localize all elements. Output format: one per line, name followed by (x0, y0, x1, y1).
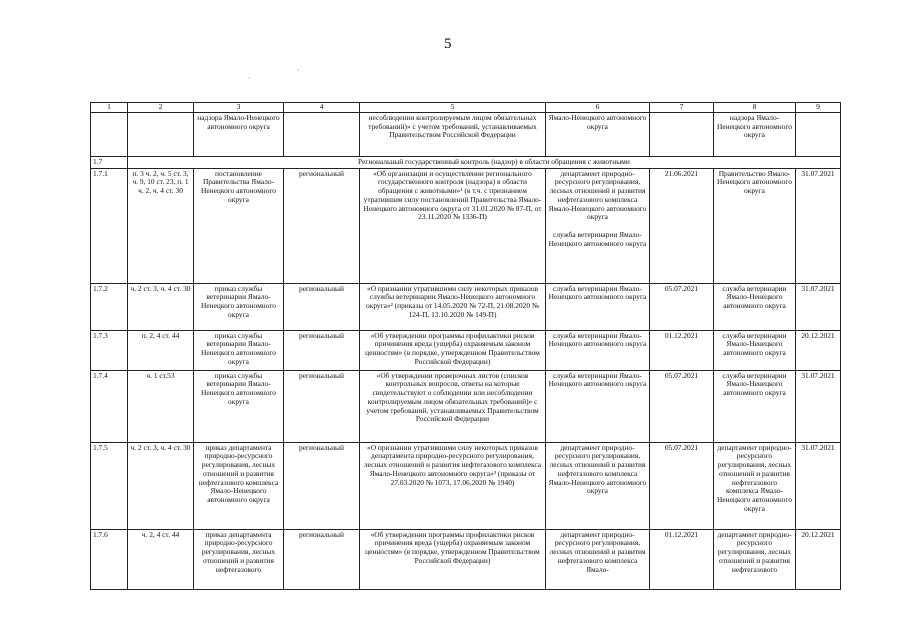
section-title: Региональный государственный контроль (надзор) в области обращения с животными (128, 156, 841, 168)
cell-empty (796, 112, 841, 156)
section-row (91, 156, 841, 168)
act-title-cell: «О признании утратившими силу некоторых приказов службы ветеринарии Ямало-Ненецкого автономного округа»² (приказы от 14.05.2020 № 72-П, 21.08.2020 № 124-П, 13.10.2020 № 149-П) (360, 283, 546, 330)
continued-row (91, 112, 841, 156)
scan-speck: · (248, 74, 251, 83)
row-number-cell: 1.7.5 (91, 442, 128, 529)
row-number-cell: 1.7.4 (91, 370, 128, 442)
col-header: 3 (194, 103, 284, 113)
submission-date-cell: 01.12.2021 (650, 330, 714, 370)
row-number-cell: 1.7.2 (91, 283, 128, 330)
act-title-cell: «Об организации и осуществлении регионального государственного контроля (надзора) в области обращения с животными»¹ (в т.ч. с признанием утратившим силу постановлений Правительства Ямало-Ненецкого автономного округа от 31.01.2020 № 87-П, от 23.11.2020 № 1336-П) (360, 168, 546, 283)
act-title-cell: «О признании утратившими силу некоторых приказов департамента природно-ресурсного регулирования, лесных отношений и развития нефтегазового комплекса Ямало-Ненецкого автономного округа»³ (приказы от 27.03.2020 № 1073, 17.06.2020 № 1940) (360, 442, 546, 529)
submission-date-cell: 05.07.2021 (650, 370, 714, 442)
deadline-cell: 20.12.2021 (796, 330, 841, 370)
col-header: 7 (650, 103, 714, 113)
act-type-cell: приказ службы ветеринарии Ямало-Ненецкого автономного округа (194, 283, 284, 330)
col-header: 4 (284, 103, 360, 113)
responsible-cell: Ямало-Ненецкого автономного округа (546, 112, 650, 156)
col-header: 6 (546, 103, 650, 113)
scan-speck: · (297, 66, 300, 75)
col-header: 5 (360, 103, 546, 113)
page-number: 5 (444, 36, 452, 52)
col-header: 8 (714, 103, 796, 113)
adopter-cell: департамент природно-ресурсного регулирования, лесных отношений и развития нефтегазового комплекса Ямало-Ненецкого автономного округа (714, 442, 796, 529)
act-type-cell: приказ службы ветеринарии Ямало-Ненецкого автономного округа (194, 370, 284, 442)
adopter-cell: служба ветеринарии Ямало-Ненецкого автономного округа (714, 370, 796, 442)
act-title-cell: «Об утверждении программы профилактики рисков причинения вреда (ущерба) охраняемым законом ценностям» (в порядке, утвержденном Правительством Российской Федерации) (360, 529, 546, 589)
document-table-wrapper (90, 102, 840, 590)
deadline-cell: 20.12.2021 (796, 529, 841, 589)
submission-date-cell: 01.12.2021 (650, 529, 714, 589)
submission-date-cell: 05.07.2021 (650, 442, 714, 529)
act-title-cell: «Об утверждении проверочных листов (списков контрольных вопросов, ответы на которые свидетельствуют о соблюдении или несоблюдении контролируемым лицом обязательных требований)» с учетом требований, устанавливаемых Правительством Российской Федерации (360, 370, 546, 442)
row-number-cell: 1.7.3 (91, 330, 128, 370)
responsible-cell: служба ветеринарии Ямало-Ненецкого автономного округа (546, 283, 650, 330)
adopter-cell: служба ветеринарии Ямало-Ненецкого автономного округа (714, 283, 796, 330)
adopter-cell: Правительство Ямало-Ненецкого автономного округа (714, 168, 796, 283)
table-row (91, 283, 841, 330)
responsible-cell: служба ветеринарии Ямало-Ненецкого автономного округа (546, 330, 650, 370)
column-number-row (91, 103, 841, 113)
legal-basis-cell: ч. 2, 4 ст. 44 (128, 529, 194, 589)
section-number: 1.7 (91, 156, 128, 168)
table-row (91, 442, 841, 529)
table-row (91, 529, 841, 589)
adopter-cell: служба ветеринарии Ямало-Ненецкого автономного округа (714, 330, 796, 370)
adopter-cell: надзора Ямало-Ненецкого автономного округа (714, 112, 796, 156)
responsible-cell: служба ветеринарии Ямало-Ненецкого автономного округа (546, 370, 650, 442)
cell-empty (284, 112, 360, 156)
cell-empty (128, 112, 194, 156)
level-cell: региональный (284, 442, 360, 529)
act-type-cell: приказ департамента природно-ресурсного регулирования, лесных отношений и развития нефтегазового комплекса Ямало-Ненецкого автономного округа (194, 442, 284, 529)
deadline-cell: 31.07.2021 (796, 168, 841, 283)
table-row (91, 330, 841, 370)
legal-basis-cell: ч. 2 ст. 3, ч. 4 ст. 30 (128, 442, 194, 529)
act-title-cell: несоблюдении контролируемым лицом обязательных требований)» с учетом требований, устанавливаемых Правительством Российской Федерации (360, 112, 546, 156)
level-cell: региональный (284, 529, 360, 589)
act-type-cell: приказ департамента природно-ресурсного регулирования, лесных отношений и развития нефтегазового (194, 529, 284, 589)
row-number-cell: 1.7.1 (91, 168, 128, 283)
cell-empty (650, 112, 714, 156)
submission-date-cell: 05.07.2021 (650, 283, 714, 330)
cell-empty (91, 112, 128, 156)
deadline-cell: 31.07.2021 (796, 283, 841, 330)
col-header: 2 (128, 103, 194, 113)
legal-basis-cell: п. 3 ч. 2, ч. 5 ст. 3, ч. 9, 10 ст. 23, п. 1 ч. 2, ч. 4 ст. 30 (128, 168, 194, 283)
row-number-cell: 1.7.6 (91, 529, 128, 589)
col-header: 1 (91, 103, 128, 113)
level-cell: региональный (284, 283, 360, 330)
table-row (91, 168, 841, 283)
level-cell: региональный (284, 168, 360, 283)
responsible-cell: департамент природно-ресурсного регулирования, лесных отношений и развития нефтегазового комплекса Ямало-Ненецкого автономного округа служба ветеринарии Ямало-Ненецкого автономного округа (546, 168, 650, 283)
level-cell: региональный (284, 330, 360, 370)
responsible-cell: департамент природно-ресурсного регулирования, лесных отношений и развития нефтегазового комплекса Ямало-Ненецкого автономного округа (546, 442, 650, 529)
act-title-cell: «Об утверждении программы профилактики рисков причинения вреда (ущерба) охраняемым законом ценностям» (в порядке, утвержденном Правительством Российской Федерации) (360, 330, 546, 370)
submission-date-cell: 21.06.2021 (650, 168, 714, 283)
col-header: 9 (796, 103, 841, 113)
act-type-cell: постановление Правительства Ямало-Ненецкого автономного округа (194, 168, 284, 283)
responsible-cell: департамент природно-ресурсного регулирования, лесных отношений и развития нефтегазового комплекса Ямало- (546, 529, 650, 589)
level-cell: региональный (284, 370, 360, 442)
regulations-table (90, 102, 841, 590)
deadline-cell: 31.07.2021 (796, 442, 841, 529)
act-type-cell: приказ службы ветеринарии Ямало-Ненецкого автономного округа (194, 330, 284, 370)
legal-basis-cell: п. 2, 4 ст. 44 (128, 330, 194, 370)
deadline-cell: 31.07.2021 (796, 370, 841, 442)
legal-basis-cell: ч. 2 ст. 3, ч. 4 ст. 30 (128, 283, 194, 330)
legal-basis-cell: ч. 1 ст.53 (128, 370, 194, 442)
adopter-cell: департамент природно-ресурсного регулирования, лесных отношений и развития нефтегазового (714, 529, 796, 589)
act-type-cell: надзора Ямало-Ненецкого автономного округа (194, 112, 284, 156)
table-row (91, 370, 841, 442)
